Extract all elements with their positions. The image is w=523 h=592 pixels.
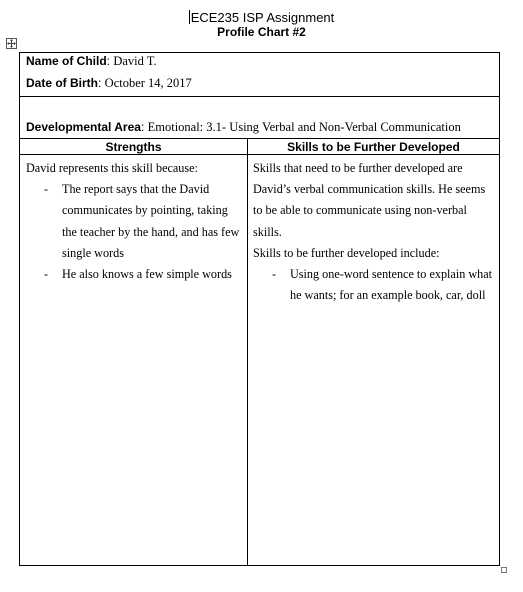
skills-intro-line: David’s verbal communication skills. He seems bbox=[253, 182, 486, 197]
row-divider bbox=[20, 138, 499, 139]
list-item-line: single words bbox=[62, 245, 124, 260]
list-item-line: the teacher by the hand, and has few bbox=[62, 224, 240, 239]
skills-header: Skills to be Further Developed bbox=[287, 140, 460, 154]
list-item-line: He also knows a few simple words bbox=[62, 267, 232, 282]
skills-include-line: Skills to be further developed include: bbox=[253, 245, 440, 260]
assignment-title: ECE235 ISP Assignment bbox=[190, 10, 335, 25]
profile-chart-table bbox=[19, 52, 500, 566]
list-item-line: The report says that the David bbox=[62, 182, 210, 197]
date-of-birth-row bbox=[26, 76, 192, 90]
child-name-label: Name of Child bbox=[26, 54, 107, 68]
skills-intro-line: to be able to communicate using non-verbal bbox=[253, 203, 467, 218]
document-title bbox=[0, 10, 523, 40]
developmental-area-value: Emotional: 3.1- Using Verbal and Non-Verbal Communication bbox=[147, 120, 461, 134]
dob-value: October 14, 2017 bbox=[104, 76, 192, 90]
skills-intro-line: Skills that need to be further developed are bbox=[253, 161, 463, 175]
table-resize-handle[interactable] bbox=[501, 567, 507, 573]
list-item bbox=[26, 264, 244, 285]
skills-intro-line: skills. bbox=[253, 224, 282, 239]
colon: : bbox=[140, 120, 148, 134]
strengths-cell[interactable] bbox=[26, 158, 244, 285]
list-item bbox=[253, 264, 497, 306]
profile-chart-title: Profile Chart #2 bbox=[217, 25, 306, 39]
row-divider bbox=[20, 154, 499, 155]
bullet-dash: - bbox=[272, 267, 277, 282]
column-divider bbox=[247, 139, 248, 565]
colon: : bbox=[98, 76, 105, 90]
list-item bbox=[26, 179, 244, 264]
text-cursor bbox=[189, 10, 190, 24]
colon: : bbox=[106, 54, 114, 68]
list-item-line: Using one-word sentence to explain what bbox=[290, 267, 493, 282]
bullet-dash: - bbox=[44, 182, 49, 197]
table-move-handle-icon[interactable] bbox=[6, 38, 17, 49]
child-name-row bbox=[26, 54, 157, 68]
skills-bullet-list bbox=[253, 264, 497, 306]
developmental-area-label: Developmental Area bbox=[26, 120, 141, 134]
title-line bbox=[0, 10, 523, 25]
developmental-area-row bbox=[26, 120, 461, 134]
row-divider bbox=[20, 96, 499, 97]
strengths-header: Strengths bbox=[105, 140, 162, 154]
list-item-line: he wants; for an example book, car, doll bbox=[290, 288, 486, 303]
bullet-dash: - bbox=[44, 267, 49, 282]
strengths-intro: David represents this skill because: bbox=[26, 161, 198, 175]
strengths-bullet-list bbox=[26, 179, 244, 285]
skills-cell[interactable] bbox=[253, 158, 497, 306]
list-item-line: communicates by pointing, taking bbox=[62, 203, 228, 218]
dob-label: Date of Birth bbox=[26, 76, 98, 90]
child-name-value: David T. bbox=[113, 54, 157, 68]
